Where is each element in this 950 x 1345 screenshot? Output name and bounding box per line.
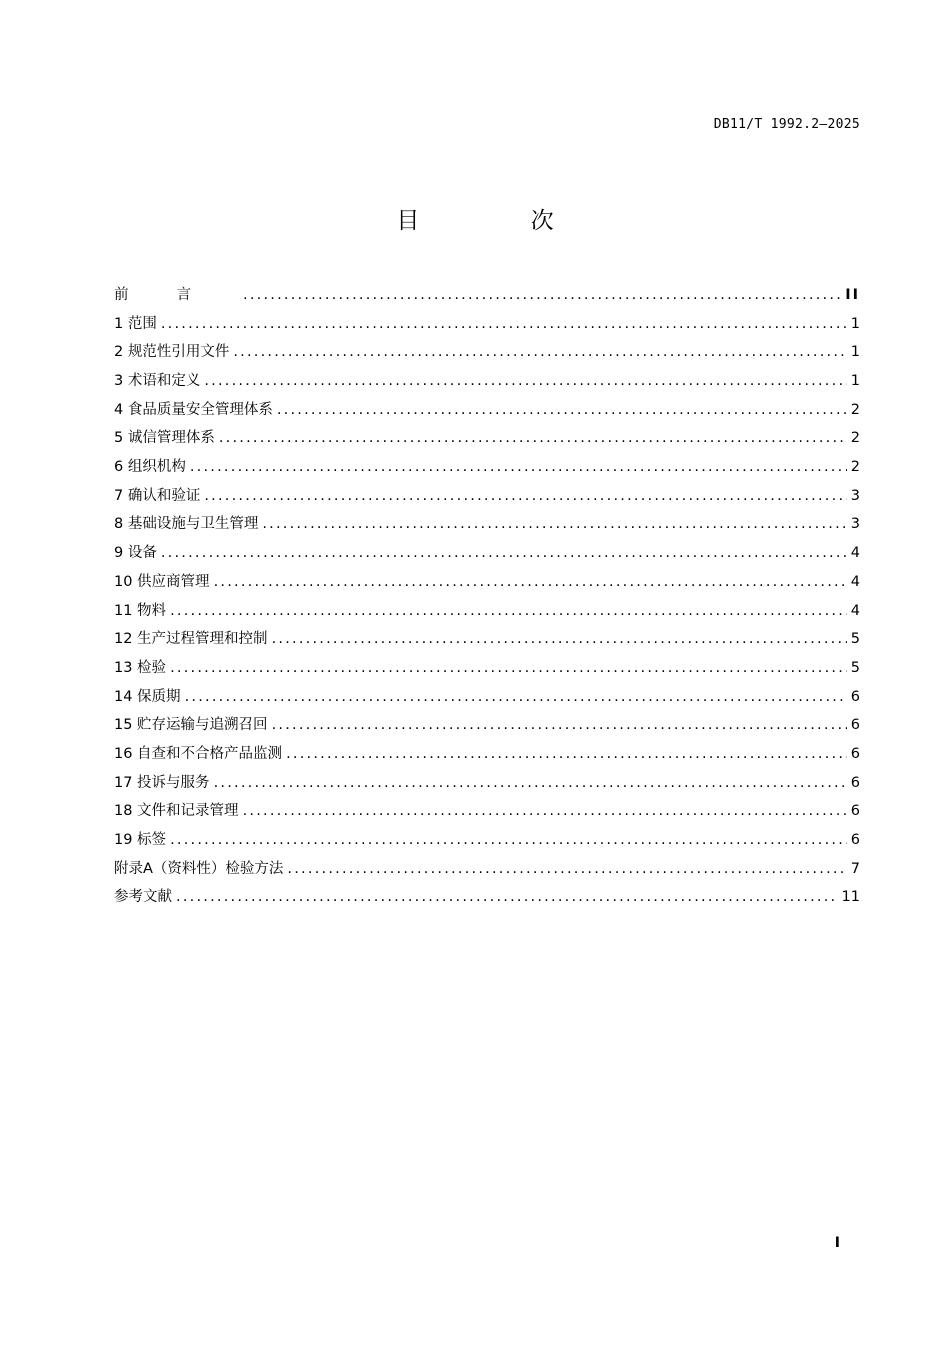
toc-leader-dots — [287, 855, 846, 884]
page-number: I — [834, 1235, 840, 1251]
toc-entry-label: 13 检验 — [114, 659, 167, 676]
toc-entry[interactable] — [114, 797, 860, 826]
toc-entry[interactable] — [114, 511, 860, 540]
toc-entry-label: 3 术语和定义 — [114, 373, 201, 390]
toc-entry-page: 2 — [850, 401, 860, 418]
toc-entry[interactable] — [114, 769, 860, 798]
toc-entry-label: 17 投诉与服务 — [114, 774, 210, 791]
toc-entry-appendix-a[interactable] — [114, 855, 860, 884]
toc-entry-label: 19 标签 — [114, 832, 167, 849]
toc-leader-dots — [161, 310, 847, 339]
toc-entry-page: 6 — [850, 717, 860, 734]
toc-entry[interactable] — [114, 826, 860, 855]
toc-entry-page: 6 — [850, 803, 860, 820]
toc-entry-page: 2 — [850, 459, 860, 476]
toc-entry-page: 3 — [850, 487, 860, 504]
toc-leader-dots — [233, 338, 846, 367]
toc-leader-dots — [170, 597, 847, 626]
toc-entry-label: 18 文件和记录管理 — [114, 803, 239, 820]
toc-leader-dots — [272, 711, 847, 740]
toc-leader-dots — [190, 453, 847, 482]
toc-entry[interactable] — [114, 654, 860, 683]
toc-entry-page: II — [845, 286, 860, 303]
toc-entry-page: 2 — [850, 430, 860, 447]
toc-entry-page: 1 — [850, 344, 860, 361]
table-of-contents — [114, 281, 860, 912]
toc-entry-label: 8 基础设施与卫生管理 — [114, 516, 259, 533]
toc-entry[interactable] — [114, 740, 860, 769]
toc-entry[interactable] — [114, 539, 860, 568]
toc-entry-page: 3 — [850, 516, 860, 533]
toc-entry-page: 4 — [850, 545, 860, 562]
toc-entry-label: 9 设备 — [114, 545, 157, 562]
toc-entry-page: 4 — [850, 573, 860, 590]
toc-leader-dots — [161, 539, 847, 568]
toc-entry[interactable] — [114, 367, 860, 396]
toc-entry-label: 4 食品质量安全管理体系 — [114, 401, 273, 418]
toc-leader-dots — [204, 367, 846, 396]
toc-entry-label: 10 供应商管理 — [114, 573, 210, 590]
toc-entry-label: 12 生产过程管理和控制 — [114, 631, 268, 648]
toc-entry[interactable] — [114, 568, 860, 597]
toc-entry[interactable] — [114, 424, 860, 453]
page-title: 目 次 — [396, 208, 606, 234]
toc-leader-dots — [214, 568, 847, 597]
toc-entry-page: 6 — [850, 745, 860, 762]
toc-entry-page: 1 — [850, 373, 860, 390]
toc-entry[interactable] — [114, 310, 860, 339]
toc-leader-dots — [170, 826, 847, 855]
toc-entry-label: 1 范围 — [114, 315, 157, 332]
toc-entry[interactable] — [114, 597, 860, 626]
toc-entry-label: 6 组织机构 — [114, 459, 186, 476]
toc-entry-page: 1 — [850, 315, 860, 332]
toc-entry-references[interactable] — [114, 883, 860, 912]
toc-entry-page: 6 — [850, 832, 860, 849]
toc-entry-page: 7 — [850, 860, 860, 877]
toc-entry-label: 16 自查和不合格产品监测 — [114, 745, 283, 762]
toc-entry-label: 前言 — [114, 286, 239, 303]
toc-entry-label: 15 贮存运输与追溯召回 — [114, 717, 268, 734]
toc-leader-dots — [170, 654, 847, 683]
toc-entry-label: 附录A（资料性）检验方法 — [114, 860, 284, 877]
toc-entry[interactable] — [114, 338, 860, 367]
toc-entry[interactable] — [114, 683, 860, 712]
toc-entry-label: 11 物料 — [114, 602, 167, 619]
toc-leader-dots — [243, 797, 847, 826]
toc-entry-page: 4 — [850, 602, 860, 619]
toc-leader-dots — [243, 281, 841, 310]
toc-entry-label: 参考文献 — [114, 889, 172, 906]
toc-leader-dots — [214, 769, 847, 798]
document-code: DB11/T 1992.2—2025 — [713, 117, 860, 132]
toc-entry-label: 2 规范性引用文件 — [114, 344, 230, 361]
toc-leader-dots — [219, 424, 847, 453]
toc-entry-page: 6 — [850, 688, 860, 705]
toc-entry-page: 6 — [850, 774, 860, 791]
toc-entry-label: 5 诚信管理体系 — [114, 430, 215, 447]
toc-entry-page: 5 — [850, 659, 860, 676]
toc-entry-page: 5 — [850, 631, 860, 648]
toc-entry[interactable] — [114, 453, 860, 482]
toc-leader-dots — [286, 740, 847, 769]
toc-leader-dots — [185, 683, 847, 712]
toc-entry-page: 11 — [841, 889, 860, 906]
toc-entry[interactable] — [114, 711, 860, 740]
toc-leader-dots — [262, 511, 846, 540]
toc-entry-foreword[interactable] — [114, 281, 860, 310]
toc-leader-dots — [272, 625, 847, 654]
toc-entry[interactable] — [114, 625, 860, 654]
toc-leader-dots — [204, 482, 846, 511]
toc-entry-label: 14 保质期 — [114, 688, 181, 705]
toc-entry-label: 7 确认和验证 — [114, 487, 201, 504]
toc-leader-dots — [277, 396, 847, 425]
toc-leader-dots — [176, 883, 838, 912]
toc-entry[interactable] — [114, 396, 860, 425]
toc-entry[interactable] — [114, 482, 860, 511]
